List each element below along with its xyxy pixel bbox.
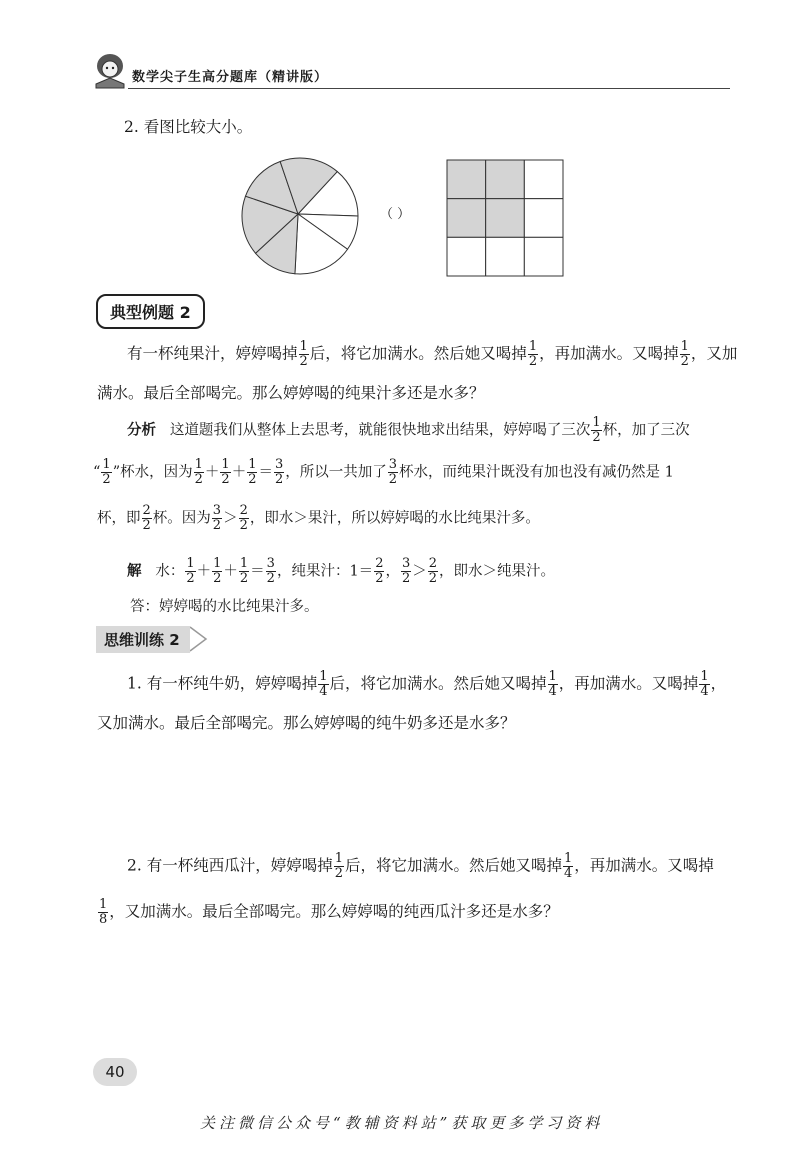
answer-line: 答：婷婷喝的水比纯果汁多。	[130, 599, 319, 615]
fraction: $\frac{1}{2}$	[334, 851, 343, 881]
example-title: 典型例题 2	[96, 294, 205, 329]
grid-figure	[445, 158, 565, 278]
fraction: $\frac{1}{2}$	[528, 339, 538, 369]
grid-cell	[447, 237, 486, 276]
fraction: $\frac{1}{4}$	[700, 669, 709, 699]
fraction: $\frac{2}{2}$	[428, 556, 438, 586]
fraction: $\frac{1}{2}$	[248, 457, 257, 487]
fraction: $\frac{3}{2}$	[266, 556, 275, 586]
solution-line: 解 水： $\frac{1}{2}$ ＋ $\frac{1}{2}$ ＋ $\frac{1}{2}$ ＝ $\frac{3}{2}$ ，纯果汁：1＝ $\frac{2}{2}$ ， $\frac{3}{2}$ ＞ $\frac{2}{2}$ ，即水＞纯果汁。	[127, 556, 556, 586]
analysis-line2: “ $\frac{1}{2}$ ”杯水，因为 $\frac{1}{2}$ ＋ $\frac{1}{2}$ ＋ $\frac{1}{2}$ ＝ $\frac{3}{2}$ ，所以一共加了 $\frac{3}{2}$ 杯水，而纯果汁既没有加也没有减仍然是 1	[93, 457, 674, 487]
training-problem-2-line1: 2. 有一杯纯西瓜汁，婷婷喝掉 $\frac{1}{2}$ 后，将它加满水。然后她又喝掉 $\frac{1}{4}$ ，再加满水。又喝掉	[127, 851, 714, 881]
fraction: $\frac{1}{2}$	[194, 457, 203, 487]
fraction: $\frac{1}{2}$	[680, 339, 689, 369]
grid-cell	[524, 237, 563, 276]
exercise-2-label: 2. 看图比较大小。	[124, 118, 253, 136]
grid-cell-shaded	[447, 160, 486, 199]
fraction: $\frac{1}{2}$	[102, 457, 111, 487]
arrow-tab-icon	[190, 626, 208, 652]
example-question-line1: 有一杯纯果汁，婷婷喝掉 $\frac{1}{2}$ 后，将它加满水。然后她又喝掉 $\frac{1}{2}$ ，再加满水。又喝掉 $\frac{1}{2}$ ，又加	[127, 339, 738, 369]
training-tag	[96, 626, 190, 652]
fraction: $\frac{1}{4}$	[548, 669, 557, 699]
fraction: $\frac{3}{2}$	[274, 457, 284, 487]
fraction: $\frac{1}{2}$	[221, 457, 230, 487]
training-problem-1-line1: 1. 有一杯纯牛奶，婷婷喝掉 $\frac{1}{4}$ 后，将它加满水。然后她又喝掉 $\frac{1}{4}$ ，再加满水。又喝掉 $\frac{1}{4}$ ，	[127, 669, 727, 699]
fraction: $\frac{3}{2}$	[401, 556, 411, 586]
analysis-line1: 分析 这道题我们从整体上去思考，就能很快地求出结果，婷婷喝了三次 $\frac{1}{2}$ 杯，加了三次	[127, 415, 690, 445]
page-number: 40	[93, 1058, 137, 1086]
fraction: $\frac{1}{2}$	[299, 339, 308, 369]
grid-cell	[486, 237, 525, 276]
fraction: $\frac{1}{4}$	[564, 851, 573, 881]
grid-cell-shaded	[486, 160, 525, 199]
header-title: 数学尖子生高分题库（精讲版）	[132, 70, 329, 85]
fraction: $\frac{1}{2}$	[592, 415, 601, 445]
header	[92, 52, 732, 92]
fraction: $\frac{3}{2}$	[388, 457, 398, 487]
fraction: $\frac{1}{2}$	[186, 556, 195, 586]
circle-figure	[238, 154, 362, 278]
header-rule	[128, 88, 730, 89]
grid-cell	[524, 160, 563, 199]
fraction: $\frac{2}{2}$	[375, 556, 384, 586]
training-problem-1-line2: 又加满水。最后全部喝完。那么婷婷喝的纯牛奶多还是水多？	[97, 714, 516, 732]
fraction: $\frac{3}{2}$	[212, 503, 222, 533]
fraction: $\frac{1}{8}$	[99, 897, 108, 927]
fraction: $\frac{2}{2}$	[142, 503, 151, 533]
fraction: $\frac{2}{2}$	[239, 503, 248, 533]
example-question-line2: 满水。最后全部喝完。那么婷婷喝的纯果汁多还是水多？	[97, 384, 485, 402]
solution-label: 解	[127, 563, 142, 580]
compare-blank: （ ）	[380, 207, 411, 222]
grid-cell-shaded	[486, 199, 525, 238]
footer-note: 关注微信公众号“教辅资料站”获取更多学习资料	[200, 1114, 604, 1132]
analysis-line3: 杯，即 $\frac{2}{2}$ 杯。因为 $\frac{3}{2}$ ＞ $\frac{2}{2}$ ，即水＞果汁，所以婷婷喝的水比纯果汁多。	[97, 503, 540, 533]
grid-cell-shaded	[447, 199, 486, 238]
training-title: 思维训练 2	[96, 626, 190, 653]
analysis-label: 分析	[127, 422, 156, 439]
training-problem-2-line2: $\frac{1}{8}$ ，又加满水。最后全部喝完。那么婷婷喝的纯西瓜汁多还是水多？	[99, 897, 559, 927]
fraction: $\frac{1}{4}$	[319, 669, 328, 699]
fraction: $\frac{1}{2}$	[239, 556, 249, 586]
mascot-icon	[92, 52, 128, 90]
fraction: $\frac{1}{2}$	[213, 556, 222, 586]
grid-cell	[524, 199, 563, 238]
